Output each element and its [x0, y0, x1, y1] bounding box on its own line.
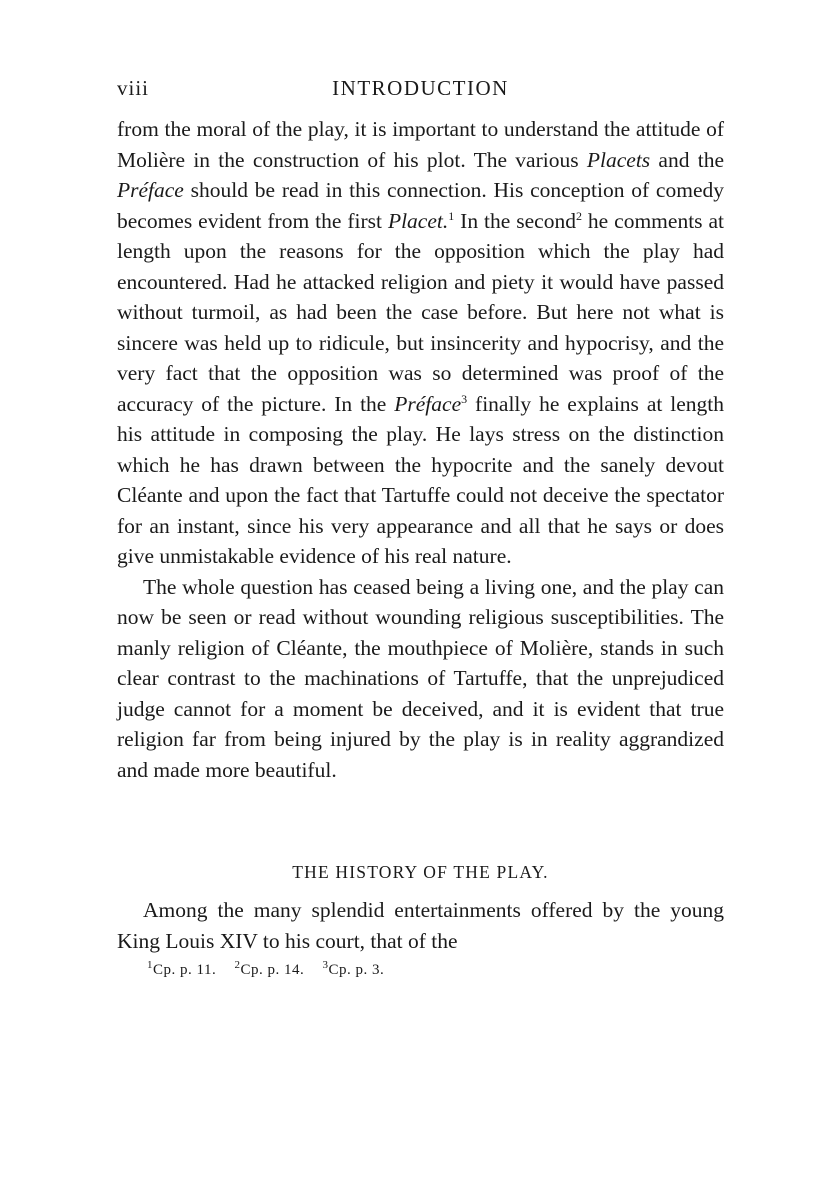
footnote-text: Cp. p. 11. — [153, 962, 217, 978]
footnote-mark: 3 — [322, 959, 329, 971]
text-segment: finally he explains at length his attitude in composing the play. He lays stress on the distinction which he has drawn between the hypocrite and the sanely devout Cléante and upon the fact that Tartuffe could not deceive the spectator for an instant, since his very appearance and all that he says or does give unmistakable evidence of his real nature. — [117, 391, 724, 568]
book-page — [117, 62, 724, 979]
footnote — [322, 959, 385, 978]
text-segment: should be read in this connection. His conception of comedy becomes evident from the first — [117, 178, 724, 233]
section-heading: THE HISTORY OF THE PLAY. — [292, 862, 549, 882]
body-text-history — [117, 895, 724, 956]
footnote-mark: 1 — [147, 959, 153, 971]
footnote — [234, 959, 305, 978]
footnote-reference: 1 — [448, 208, 455, 223]
paragraph-question-ceased: The whole question has ceased being a living one, and the play can now be seen or read without wounding religious susceptibilities. The manly religion of Cléante, the mouthpiece of Molière, stands in such clear contrast to the machinations of Tartuffe, that the unprejudiced judge cannot for a moment be deceived, and it is evident that true religion far from being injured by the play is in reality aggrandized and made more beautiful. — [117, 574, 724, 782]
italic-title: Préface — [117, 178, 184, 202]
footnote-text: Cp. p. 14. — [240, 962, 305, 978]
running-title: INTRODUCTION — [332, 76, 509, 100]
footnote-reference: 2 — [575, 208, 582, 223]
text-segment: he comments at length upon the reasons for the opposition which the play had encountered. Had he attacked religion and piety it would have passed without turmoil, as had been the case before. But here not what is sincere was held up to ridicule, but insincerity and hypocrisy, and the very fact that the opposition was so determined was proof of the accuracy of the picture. In the — [117, 208, 724, 416]
text-segment: from the moral of the play, it is important to understand the attitude of Molière in the construction of his plot. The various — [117, 117, 724, 172]
italic-title: Préface — [394, 391, 462, 416]
footnote — [147, 959, 217, 978]
paragraph-history: Among the many splendid entertainments offered by the young King Louis XIV to his court, that of the — [117, 898, 724, 953]
italic-title: Placets — [586, 147, 651, 172]
paragraph-moral-of-play — [117, 114, 724, 572]
text-segment: In the second — [454, 208, 576, 233]
page-number: viii — [117, 76, 150, 100]
running-head — [117, 62, 724, 114]
italic-title: Placet. — [387, 208, 449, 233]
body-text — [117, 114, 724, 785]
text-segment: and the — [650, 147, 725, 172]
footnote-mark: 2 — [234, 959, 241, 971]
footnote-text: Cp. p. 3. — [328, 962, 385, 978]
footnote-reference: 3 — [461, 391, 468, 406]
footnotes — [117, 959, 724, 979]
